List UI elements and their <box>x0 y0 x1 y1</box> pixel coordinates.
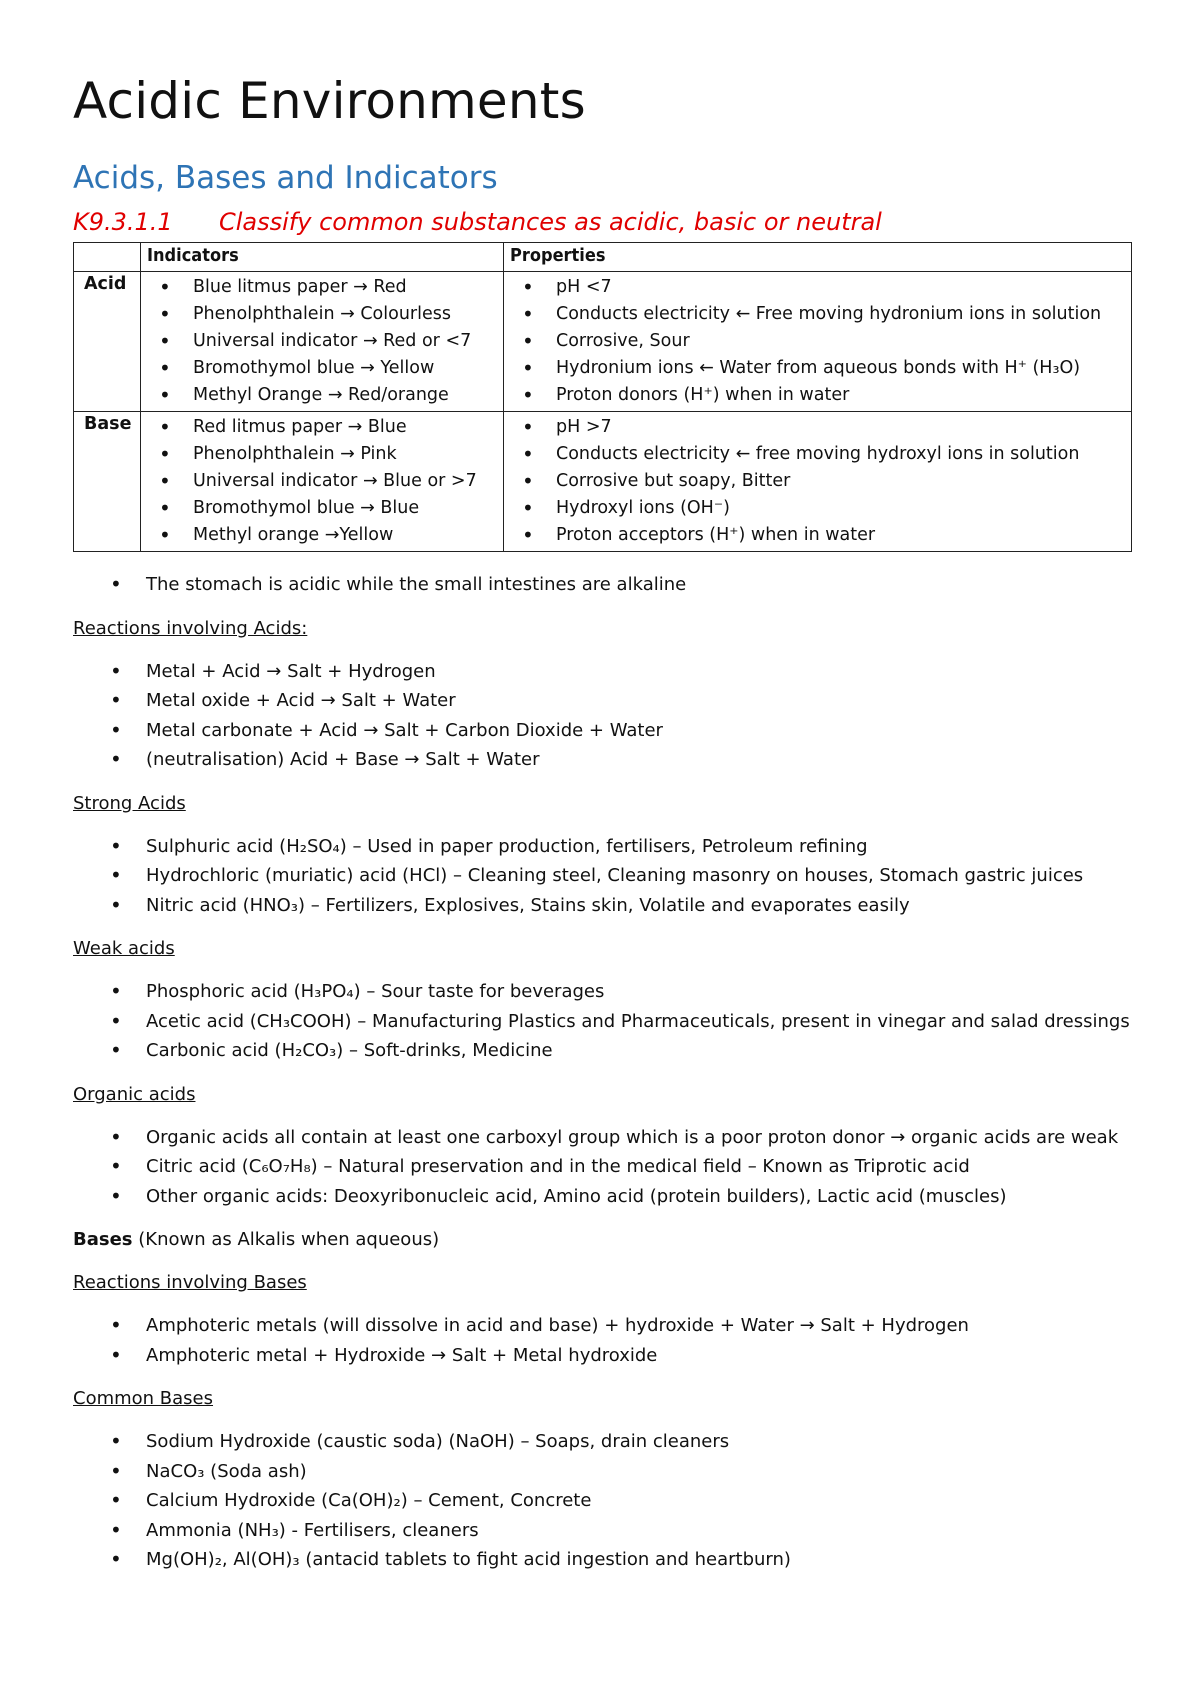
base-properties-cell <box>504 412 1132 552</box>
row-label-acid: Acid <box>74 272 141 412</box>
table-row-acid <box>74 272 1132 412</box>
section-organic-acids: Organic acids <box>73 1083 196 1105</box>
weak-acids-list <box>73 977 1173 1066</box>
syllabus-outcome-heading <box>73 208 882 236</box>
section-heading: Acids, Bases and Indicators <box>73 160 498 196</box>
outcome-text: Classify common substances as acidic, basic or neutral <box>219 208 882 236</box>
organic-acids-list <box>73 1123 1173 1212</box>
list-item: • Bromothymol blue → Blue <box>193 495 497 522</box>
common-bases-list <box>73 1427 1173 1575</box>
notes-body <box>73 570 1173 1575</box>
list-item: • NaCO₃ (Soda ash) <box>146 1457 1173 1487</box>
header-properties: Properties <box>504 243 1132 272</box>
list-item: • Corrosive, Sour <box>556 328 1125 355</box>
list-item: • Mg(OH)₂, Al(OH)₃ (antacid tablets to fight acid ingestion and heartburn) <box>146 1545 1173 1575</box>
table-row-base <box>74 412 1132 552</box>
list-item: • Red litmus paper → Blue <box>193 414 497 441</box>
acid-indicators-cell <box>141 272 504 412</box>
list-item: • Phenolphthalein → Pink <box>193 441 497 468</box>
list-item: • Phosphoric acid (H₃PO₄) – Sour taste for beverages <box>146 977 1173 1007</box>
list-item: • Proton acceptors (H⁺) when in water <box>556 522 1125 549</box>
list-item: • Organic acids all contain at least one carboxyl group which is a poor proton donor → organic acids are weak <box>146 1123 1173 1153</box>
list-item: • Amphoteric metal + Hydroxide → Salt + Metal hydroxide <box>146 1341 1173 1371</box>
list-item: • Amphoteric metals (will dissolve in acid and base) + hydroxide + Water → Salt + Hydrogen <box>146 1311 1173 1341</box>
list-item: • Universal indicator → Blue or >7 <box>193 468 497 495</box>
list-item: • pH <7 <box>556 274 1125 301</box>
section-reactions-bases: Reactions involving Bases <box>73 1272 307 1293</box>
list-item: • Calcium Hydroxide (Ca(OH)₂) – Cement, Concrete <box>146 1486 1173 1516</box>
list-item: • Bromothymol blue → Yellow <box>193 355 497 382</box>
strong-acids-list <box>73 832 1173 921</box>
list-item: • pH >7 <box>556 414 1125 441</box>
list-item: • Hydroxyl ions (OH⁻) <box>556 495 1125 522</box>
page-title: Acidic Environments <box>73 72 586 130</box>
list-item: • Sulphuric acid (H₂SO₄) – Used in paper production, fertilisers, Petroleum refining <box>146 832 1173 862</box>
list-item: • Phenolphthalein → Colourless <box>193 301 497 328</box>
list-item: • Corrosive but soapy, Bitter <box>556 468 1125 495</box>
section-strong-acids: Strong Acids <box>73 792 186 814</box>
list-item: • Blue litmus paper → Red <box>193 274 497 301</box>
list-item: • Proton donors (H⁺) when in water <box>556 382 1125 409</box>
list-item: • Metal + Acid → Salt + Hydrogen <box>146 657 1173 687</box>
list-item: • Ammonia (NH₃) - Fertilisers, cleaners <box>146 1516 1173 1546</box>
list-item: • Citric acid (C₆O₇H₈) – Natural preservation and in the medical field – Known as Triprotic acid <box>146 1152 1173 1182</box>
list-item: • Metal carbonate + Acid → Salt + Carbon Dioxide + Water <box>146 716 1173 746</box>
bases-subtitle: (Known as Alkalis when aqueous) <box>138 1229 440 1250</box>
header-indicators: Indicators <box>141 243 504 272</box>
list-item: • Methyl Orange → Red/orange <box>193 382 497 409</box>
section-weak-acids: Weak acids <box>73 938 175 959</box>
base-indicators-cell <box>141 412 504 552</box>
list-item: • Conducts electricity ← free moving hydroxyl ions in solution <box>556 441 1125 468</box>
outcome-code: K9.3.1.1 <box>73 208 173 236</box>
row-label-base: Base <box>74 412 141 552</box>
indicators-table <box>73 242 1132 552</box>
reactions-acids-list <box>73 657 1173 775</box>
section-bases <box>73 1225 1173 1254</box>
list-item: • Methyl orange →Yellow <box>193 522 497 549</box>
bases-title: Bases <box>73 1229 133 1250</box>
list-item: • Universal indicator → Red or <7 <box>193 328 497 355</box>
acid-properties-cell <box>504 272 1132 412</box>
section-common-bases: Common Bases <box>73 1388 214 1409</box>
list-item: • Conducts electricity ← Free moving hydronium ions in solution <box>556 301 1125 328</box>
list-item: • (neutralisation) Acid + Base → Salt + Water <box>146 745 1173 775</box>
list-item: • Hydronium ions ← Water from aqueous bonds with H⁺ (H₃O) <box>556 355 1125 382</box>
list-item: • Carbonic acid (H₂CO₃) – Soft-drinks, Medicine <box>146 1036 1173 1066</box>
list-item: • Acetic acid (CH₃COOH) – Manufacturing Plastics and Pharmaceuticals, present in vinegar and salad dressings <box>146 1007 1173 1037</box>
section-reactions-acids: Reactions involving Acids: <box>73 617 308 639</box>
note-list <box>73 570 1173 600</box>
list-item: • Metal oxide + Acid → Salt + Water <box>146 686 1173 716</box>
table-header-row <box>74 243 1132 272</box>
list-item: • Hydrochloric (muriatic) acid (HCl) – Cleaning steel, Cleaning masonry on houses, Stomach gastric juices <box>146 861 1173 891</box>
table-corner-cell <box>74 243 141 272</box>
reactions-bases-list <box>73 1311 1173 1370</box>
list-item: • Other organic acids: Deoxyribonucleic acid, Amino acid (protein builders), Lactic acid (muscles) <box>146 1182 1173 1212</box>
list-item: • Nitric acid (HNO₃) – Fertilizers, Explosives, Stains skin, Volatile and evaporates easily <box>146 891 1173 921</box>
list-item: • The stomach is acidic while the small intestines are alkaline <box>146 570 1173 600</box>
list-item: • Sodium Hydroxide (caustic soda) (NaOH) – Soaps, drain cleaners <box>146 1427 1173 1457</box>
